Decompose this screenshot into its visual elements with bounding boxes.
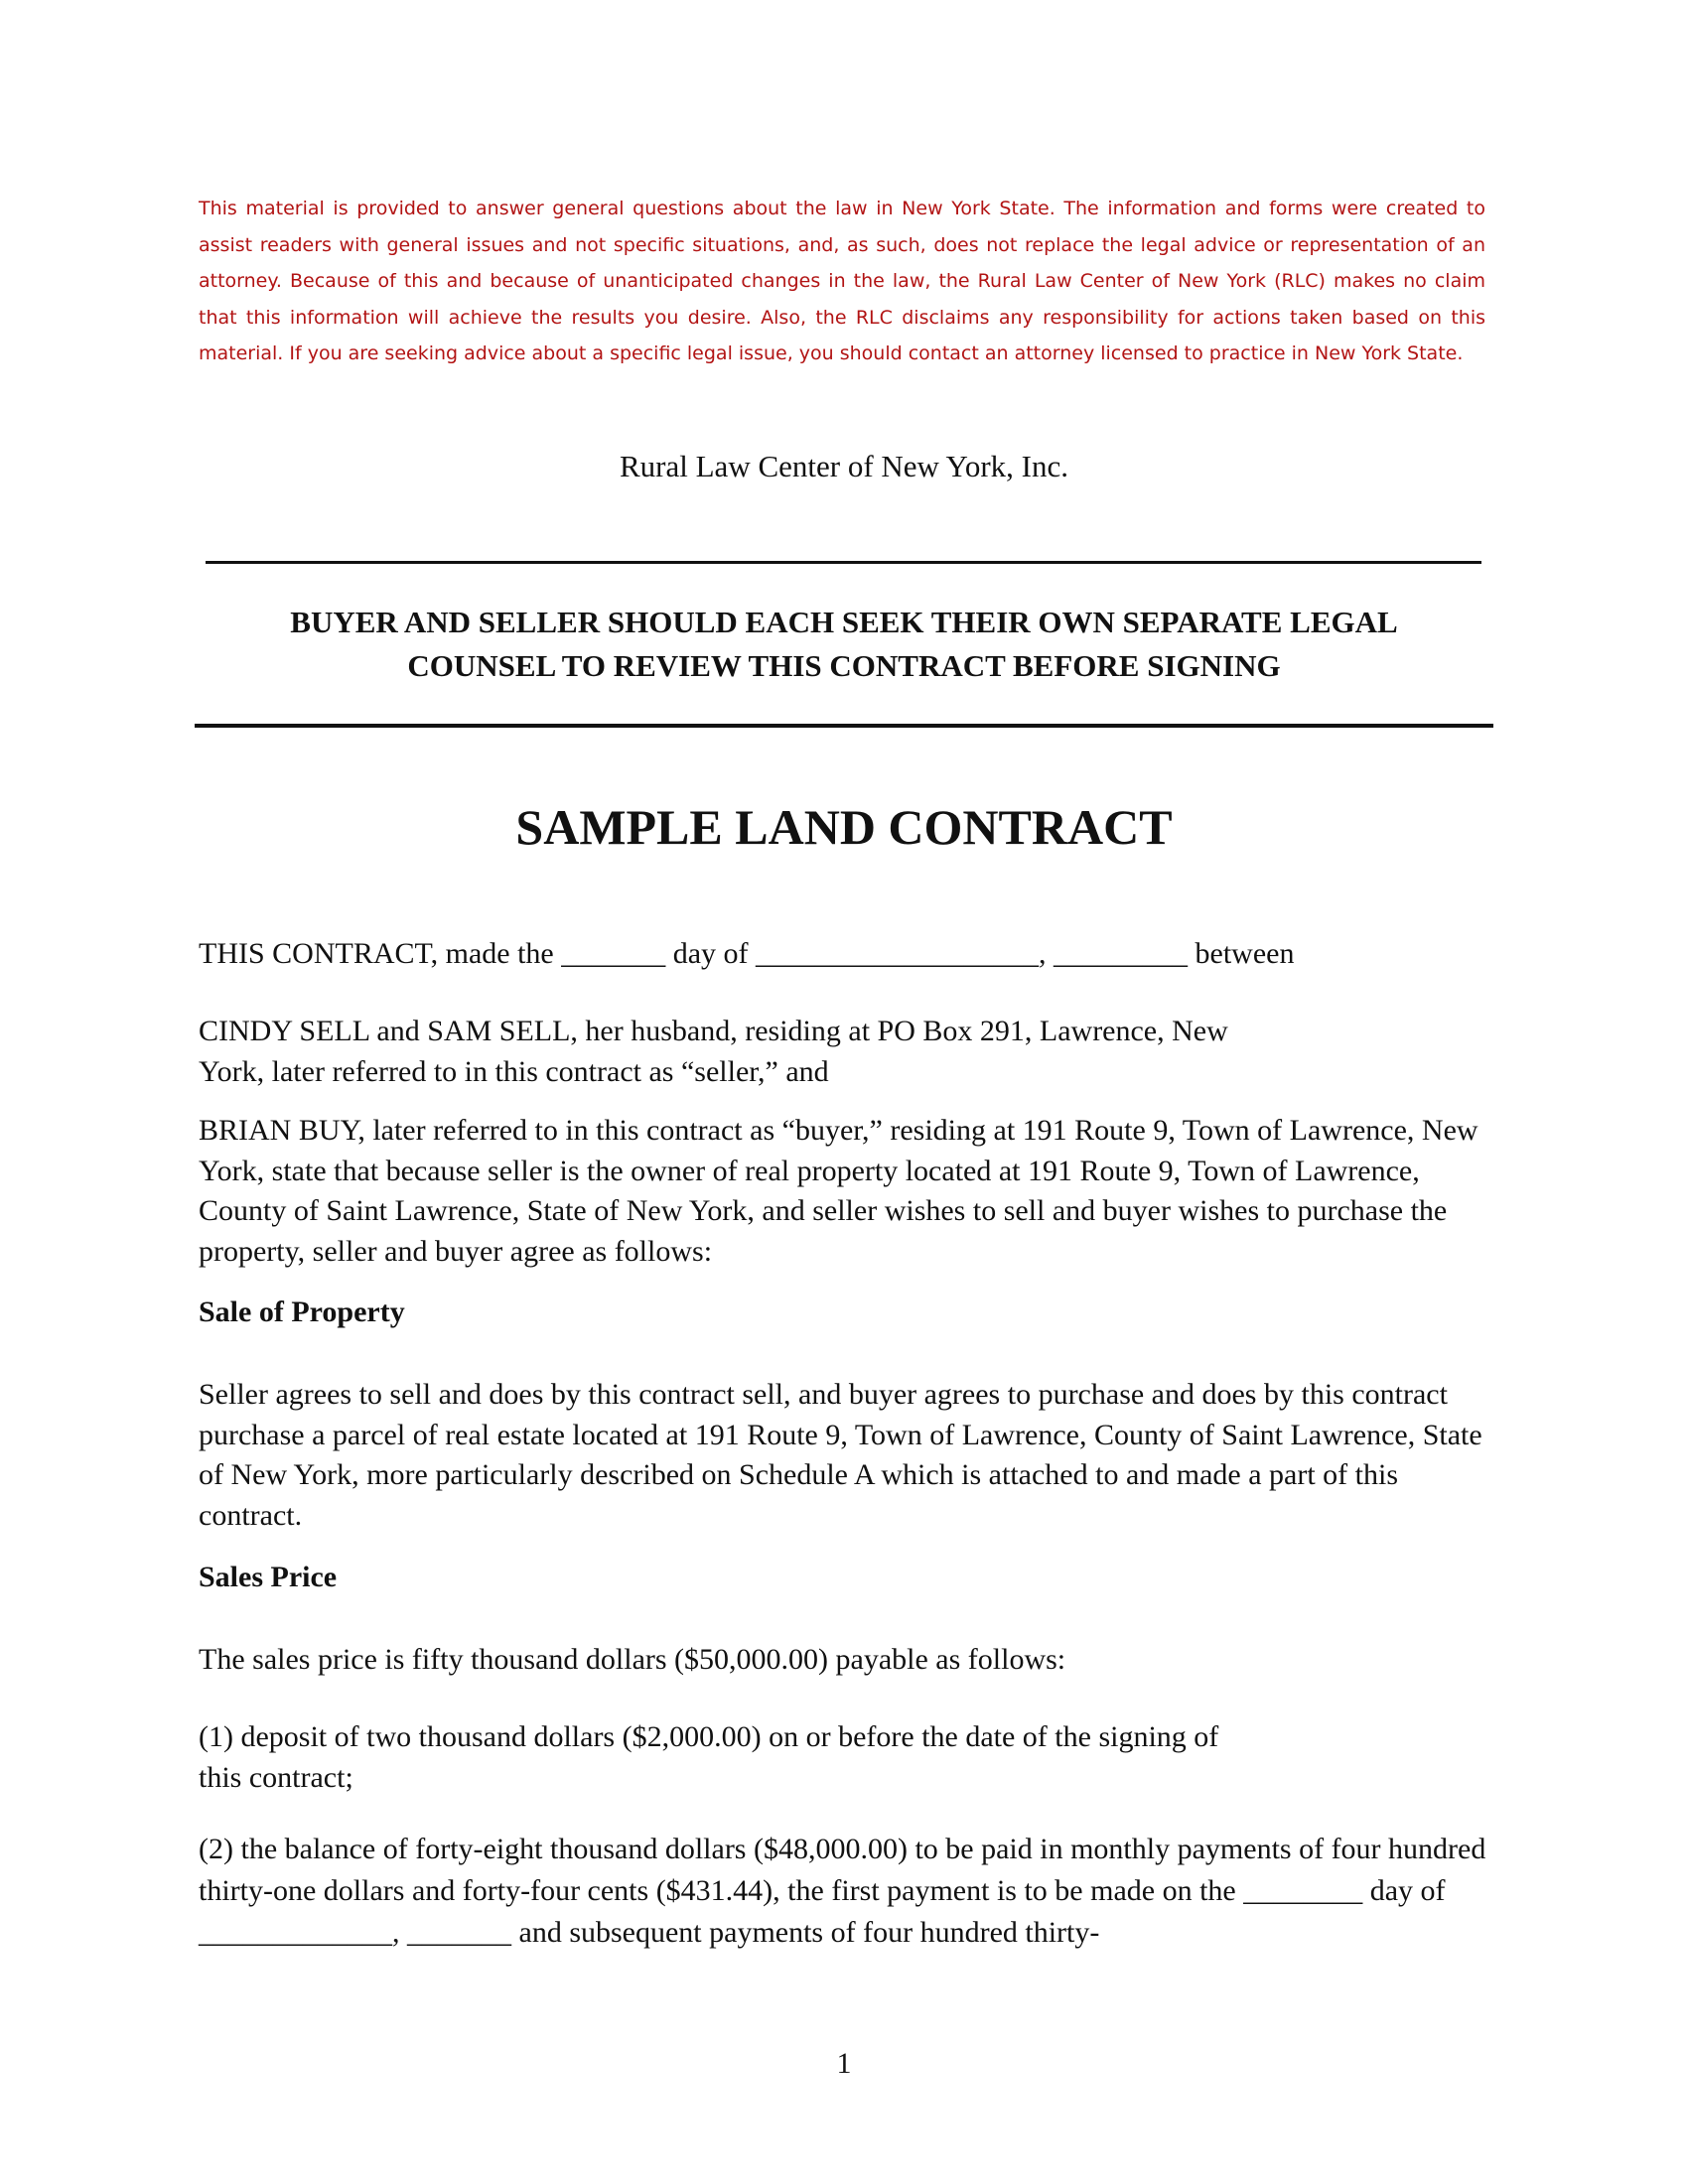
seller-clause-line-2: York, later referred to in this contract as “seller,” and <box>199 1054 829 1088</box>
sales-price-intro: The sales price is fifty thousand dollars ($50,000.00) payable as follows: <box>199 1643 1066 1676</box>
payment-item-1-line-1: (1) deposit of two thousand dollars ($2,000.00) on or before the date of the signing of <box>199 1720 1219 1753</box>
payment-item-1 <box>199 1717 1489 1798</box>
legal-counsel-warning <box>0 601 1688 688</box>
divider-top <box>206 561 1481 564</box>
sales-price-heading: Sales Price <box>199 1561 338 1593</box>
sale-of-property-body: Seller agrees to sell and does by this contract sell, and buyer agrees to purchase and does by this contract purchase a parcel of real estate located at 191 Route 9, Town of Lawrence, County of Saint Lawrence, State of New York, more particularly described on Schedule A which is attached to and made a part of this contract. <box>199 1378 1482 1532</box>
organization-name: Rural Law Center of New York, Inc. <box>620 449 1068 483</box>
warning-line-1: BUYER AND SELLER SHOULD EACH SEEK THEIR OWN SEPARATE LEGAL <box>290 605 1398 639</box>
seller-clause <box>199 1012 1489 1092</box>
legal-disclaimer: This material is provided to answer general questions about the law in New York State. The information and forms were created to assist readers with general issues and not specific situations, and, as such, does not replace the legal advice or representation of an attorney. Because of this and because of unanticipated changes in the law, the Rural Law Center of New York (RLC) makes no claim that this information will achieve the results you desire. Also, the RLC disclaims any responsibility for actions taken based on this material. If you are seeking advice about a specific legal issue, you should contact an attorney licensed to practice in New York State. <box>199 198 1485 364</box>
divider-bottom <box>195 724 1493 728</box>
buyer-clause: BRIAN BUY, later referred to in this contract as “buyer,” residing at 191 Route 9, Town of Lawrence, New York, state that because seller is the owner of real property located at 191 Route 9, Town of Lawrence, County of Saint Lawrence, State of New York, and seller wishes to sell and buyer wishes to purchase the property, seller and buyer agree as follows: <box>199 1114 1478 1268</box>
sale-of-property-heading: Sale of Property <box>199 1296 405 1328</box>
payment-item-2: (2) the balance of forty-eight thousand dollars ($48,000.00) to be paid in monthly payments of four hundred thirty-one dollars and forty-four cents ($431.44), the first payment is to be made on the ________ day of _____________, _______ and subsequent payments of four hundred thirty- <box>199 1833 1486 1949</box>
warning-line-2: COUNSEL TO REVIEW THIS CONTRACT BEFORE SIGNING <box>407 648 1281 683</box>
page-number: 1 <box>836 2047 852 2080</box>
contract-intro: THIS CONTRACT, made the _______ day of ___________________, _________ between <box>199 937 1295 970</box>
seller-clause-line-1: CINDY SELL and SAM SELL, her husband, residing at PO Box 291, Lawrence, New <box>199 1015 1228 1047</box>
payment-item-1-line-2: this contract; <box>199 1760 353 1794</box>
document-title: SAMPLE LAND CONTRACT <box>515 799 1173 855</box>
